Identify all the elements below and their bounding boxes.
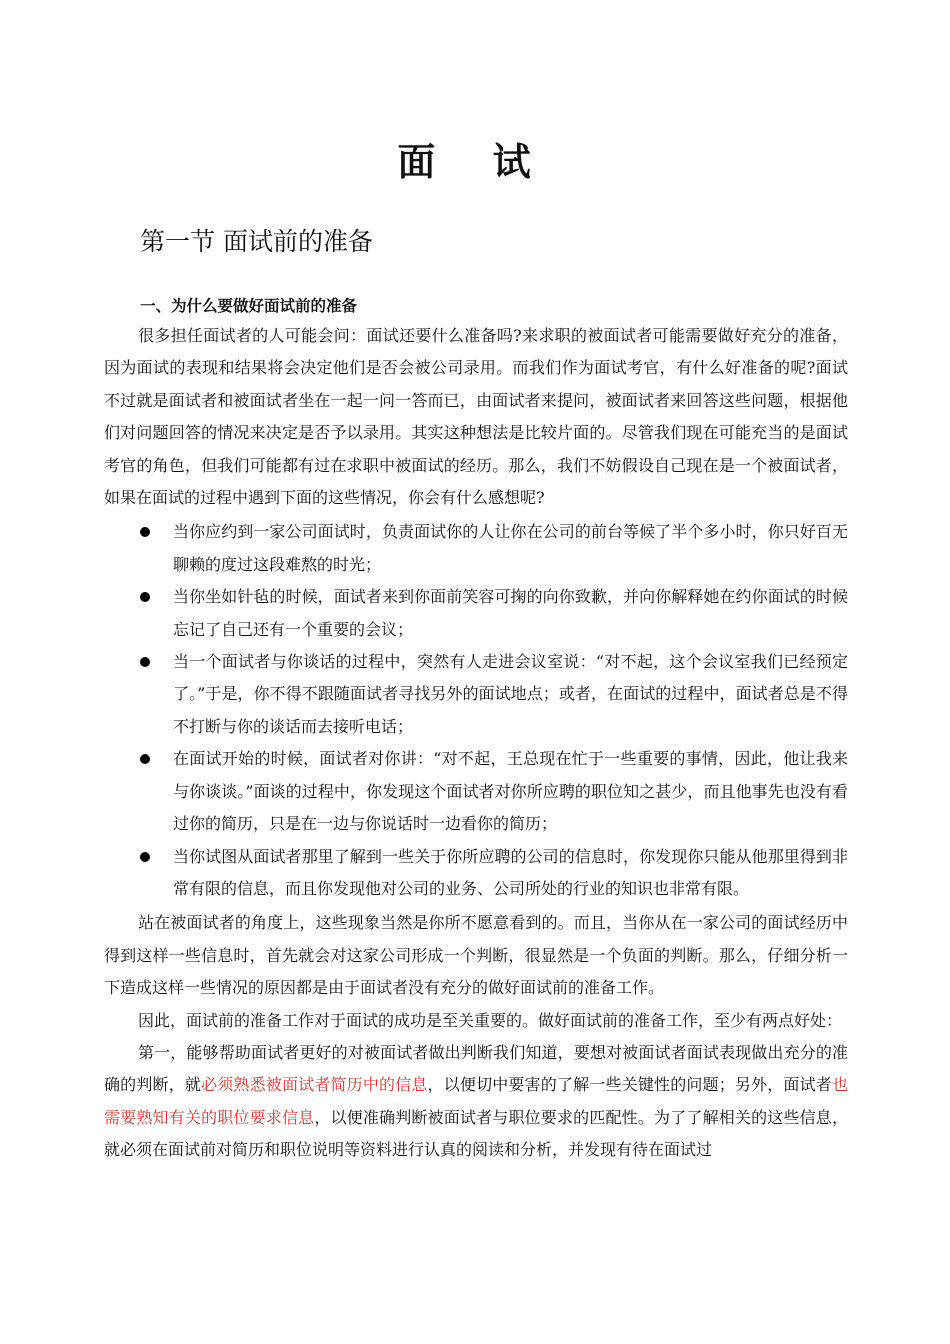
- body-text: [104, 320, 848, 1167]
- list-item: [104, 841, 848, 906]
- paragraph-4-part-3: ，以便准确判断被面试者与职位要求的匹配性。为了了解相关的这些信息，就必须在面试前对简历和职位说明等资料进行认真的阅读和分析，并发现有待在面试过: [104, 1107, 848, 1160]
- list-item-text: 当你试图从面试者那里了解到一些关于你所应聘的公司的信息时，你发现你只能从他那里得到非常有限的信息，而且你发现他对公司的业务、公司所处的行业的知识也非常有限。: [173, 846, 848, 898]
- bullet-icon: [140, 527, 150, 537]
- highlight-resume-info: 必须熟悉被面试者简历中的信息: [201, 1075, 428, 1095]
- bullet-icon: [140, 754, 150, 764]
- bullet-icon: [140, 592, 150, 602]
- list-item: [104, 743, 848, 840]
- list-item-text: 当你应约到一家公司面试时，负责面试你的人让你在公司的前台等候了半个多小时，你只好百无聊赖的度过这段难熬的时光；: [173, 522, 848, 574]
- section-heading: 第一节 面试前的准备: [140, 227, 373, 256]
- list-item: [104, 646, 848, 743]
- list-item: [104, 516, 848, 581]
- bullet-icon: [140, 852, 150, 862]
- bullet-list: [104, 516, 848, 905]
- list-item-text: 当你坐如针毡的时候，面试者来到你面前笑容可掬的向你致歉，并向你解释她在约你面试的时候忘记了自己还有一个重要的会议；: [173, 587, 848, 639]
- paragraph-3: 因此，面试前的准备工作对于面试的成功是至关重要的。做好面试前的准备工作，至少有两点好处：: [138, 1010, 843, 1030]
- bullet-icon: [140, 657, 150, 667]
- subheading: 一、为什么要做好面试前的准备: [140, 297, 358, 315]
- highlight-job-requirements: 也需要熟知有关的职位要求信息: [104, 1075, 848, 1127]
- list-item-text: 在面试开始的时候，面试者对你讲：“对不起，王总现在忙于一些重要的事情，因此，他让我来与你谈谈。”面谈的过程中，你发现这个面试者对你所应聘的职位知之甚少，而且他事先也没有看过你的简历，只是在一边与你说话时一边看你的简历；: [173, 749, 848, 834]
- intro-paragraph: 很多担任面试者的人可能会问：面试还要什么准备吗?来求职的被面试者可能需要做好充分的准备，因为面试的表现和结果将会决定他们是否会被公司录用。而我们作为面试考官，有什么好准备的呢?面试不过就是面试者和被面试者坐在一起一问一答而已，由面试者来提问，被面试者来回答这些问题，根据他们对问题回答的情况来决定是否予以录用。其实这种想法是比较片面的。尽管我们现在可能充当的是面试考官的角色，但我们可能都有过在求职中被面试的经历。那么，我们不妨假设自己现在是一个被面试者，如果在面试的过程中遇到下面的这些情况，你会有什么感想呢?: [104, 326, 848, 508]
- list-item-text: 当一个面试者与你谈话的过程中，突然有人走进会议室说：“对不起，这个会议室我们已经预定了。”于是，你不得不跟随面试者寻找另外的面试地点；或者，在面试的过程中，面试者总是不得不打断与你的谈话而去接听电话；: [173, 652, 848, 736]
- paragraph-4-part-1: 第一，能够帮助面试者更好的对被面试者做出判断我们知道，要想对被面试者面试表现做出充分的准确的判断，就: [104, 1042, 848, 1095]
- paragraph-4: [104, 1037, 848, 1167]
- paragraph-4-part-2: ，以便切中要害的了解一些关键性的问题；另外，面试者: [427, 1075, 832, 1095]
- list-item: [104, 581, 848, 646]
- paragraph-2: 站在被面试者的角度上，这些现象当然是你所不愿意看到的。而且，当你从在一家公司的面试经历中得到这样一些信息时，首先就会对这家公司形成一个判断，很显然是一个负面的判断。那么，仔细分析一下造成这样一些情况的原因都是由于面试者没有充分的做好面试前的准备工作。: [104, 913, 848, 998]
- document-title: 面 试: [397, 140, 553, 184]
